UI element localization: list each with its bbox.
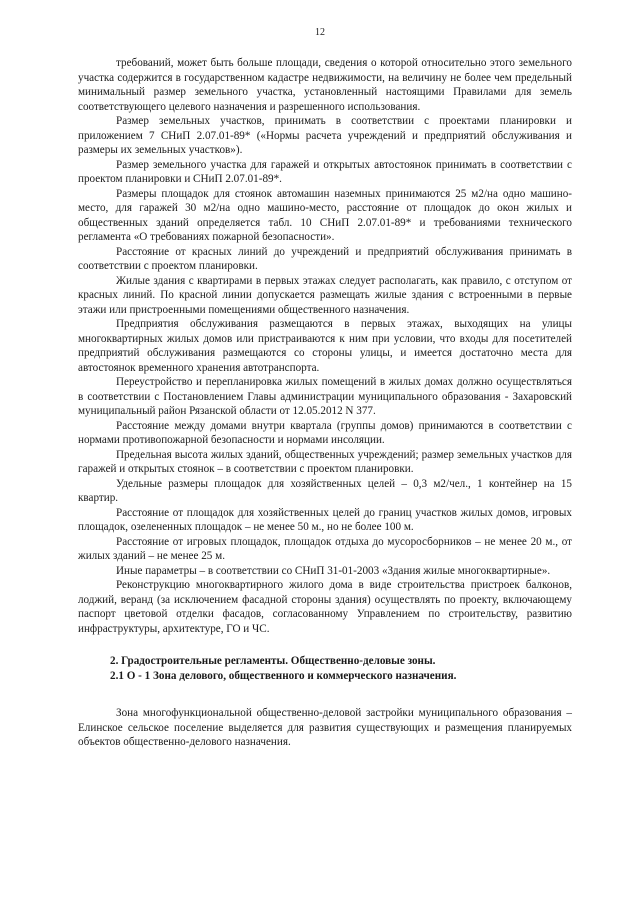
paragraph: Жилые здания с квартирами в первых этажах следует располагать, как правило, с отступом от красных линий. По красной линии допускается размещать жилые здания с встроенными в первые этажи или пристроенными помещениями общественного назначения. <box>78 274 572 316</box>
spacer <box>78 636 572 654</box>
paragraph: Расстояние от площадок для хозяйственных целей до границ участков жилых домов, игровых площадок, озелененных площадок – не менее 50 м., но не более 100 м. <box>78 506 572 533</box>
paragraph: Расстояние между домами внутри квартала (группы домов) принимаются в соответствии с нормами противопожарной безопасности и нормами инсоляции. <box>78 419 572 446</box>
paragraph: Переустройство и перепланировка жилых помещений в жилых домах должно осуществляться в соответствии с Постановлением Главы администрации муниципального образования - Захаровский муниципальный район Рязанской области от 12.05.2012 N 377. <box>78 376 572 417</box>
paragraph: Расстояние от красных линий до учреждений и предприятий обслуживания принимать в соответствии с проектом планировки. <box>78 245 572 272</box>
paragraph: Реконструкцию многоквартирного жилого дома в виде строительства пристроек балконов, лоджий, веранд (за исключением фасадной стороны здания) осуществлять по проекту, включающему паспорт цветовой отделки фасадов, согласованному Управлением по строительству, развитию инфраструктуры, архитектуре, ГО и ЧС. <box>78 579 572 635</box>
paragraph: Зона многофункциональной общественно-деловой застройки муниципального образования – Елинское сельское поселение выделяется для развития существующих и размещения планируемых объектов общественно-делового назначения. <box>78 707 572 748</box>
document-body <box>78 56 572 750</box>
paragraph: Размеры площадок для стоянок автомашин наземных принимаются 25 м2/на одно машино-место, для гаражей 30 м2/на одно машино-место, расстояние от площадок до окон жилых и общественных зданий определяется табл. 10 СНиП 2.07.01-89* и требованиями технического регламента «О требованиях пожарной безопасности». <box>78 187 572 243</box>
paragraph: Предприятия обслуживания размещаются в первых этажах, выходящих на улицы многоквартирных жилых домов или пристраиваются к ним при условии, что входы для посетителей предприятий обслуживания размещаются со стороны улицы, и имеется достаточно места для автостоянок временного хранения автотранспорта. <box>78 318 572 374</box>
page-number: 12 <box>315 27 325 38</box>
paragraph: Предельная высота жилых зданий, общественных учреждений; размер земельных участков для гаражей и открытых стоянок – в соответствии с проектом планировки. <box>78 448 572 475</box>
paragraph: требований, может быть больше площади, сведения о которой относительно этого земельного участка содержится в государственном кадастре недвижимости, на величину не более чем предельный минимальный размер земельного участка, установленный настоящими Правилами для земель соответствующего целевого назначения и разрешенного использования. <box>78 57 572 113</box>
paragraph: Размер земельных участков, принимать в соответствии с проектами планировки и приложением 7 СНиП 2.07.01-89* («Нормы расчета учреждений и предприятий обслуживания и размеры их земельных участков»). <box>78 115 572 156</box>
section-heading: 2. Градостроительные регламенты. Общественно-деловые зоны. <box>110 655 436 667</box>
paragraph: Размер земельного участка для гаражей и открытых автостоянок принимать в соответствии с проектом планировки и СНиП 2.07.01-89*. <box>78 158 572 185</box>
section-subheading: 2.1 О - 1 Зона делового, общественного и коммерческого назначения. <box>110 669 457 682</box>
paragraph: Иные параметры – в соответствии со СНиП 31-01-2003 «Здания жилые многоквартирные». <box>116 564 551 577</box>
spacer <box>78 683 572 706</box>
paragraph: Удельные размеры площадок для хозяйственных целей – 0,3 м2/чел., 1 контейнер на 15 квартир. <box>78 477 572 504</box>
paragraph: Расстояние от игровых площадок, площадок отдыха до мусоросборников – не менее 20 м., от жилых зданий – не менее 25 м. <box>78 535 572 562</box>
